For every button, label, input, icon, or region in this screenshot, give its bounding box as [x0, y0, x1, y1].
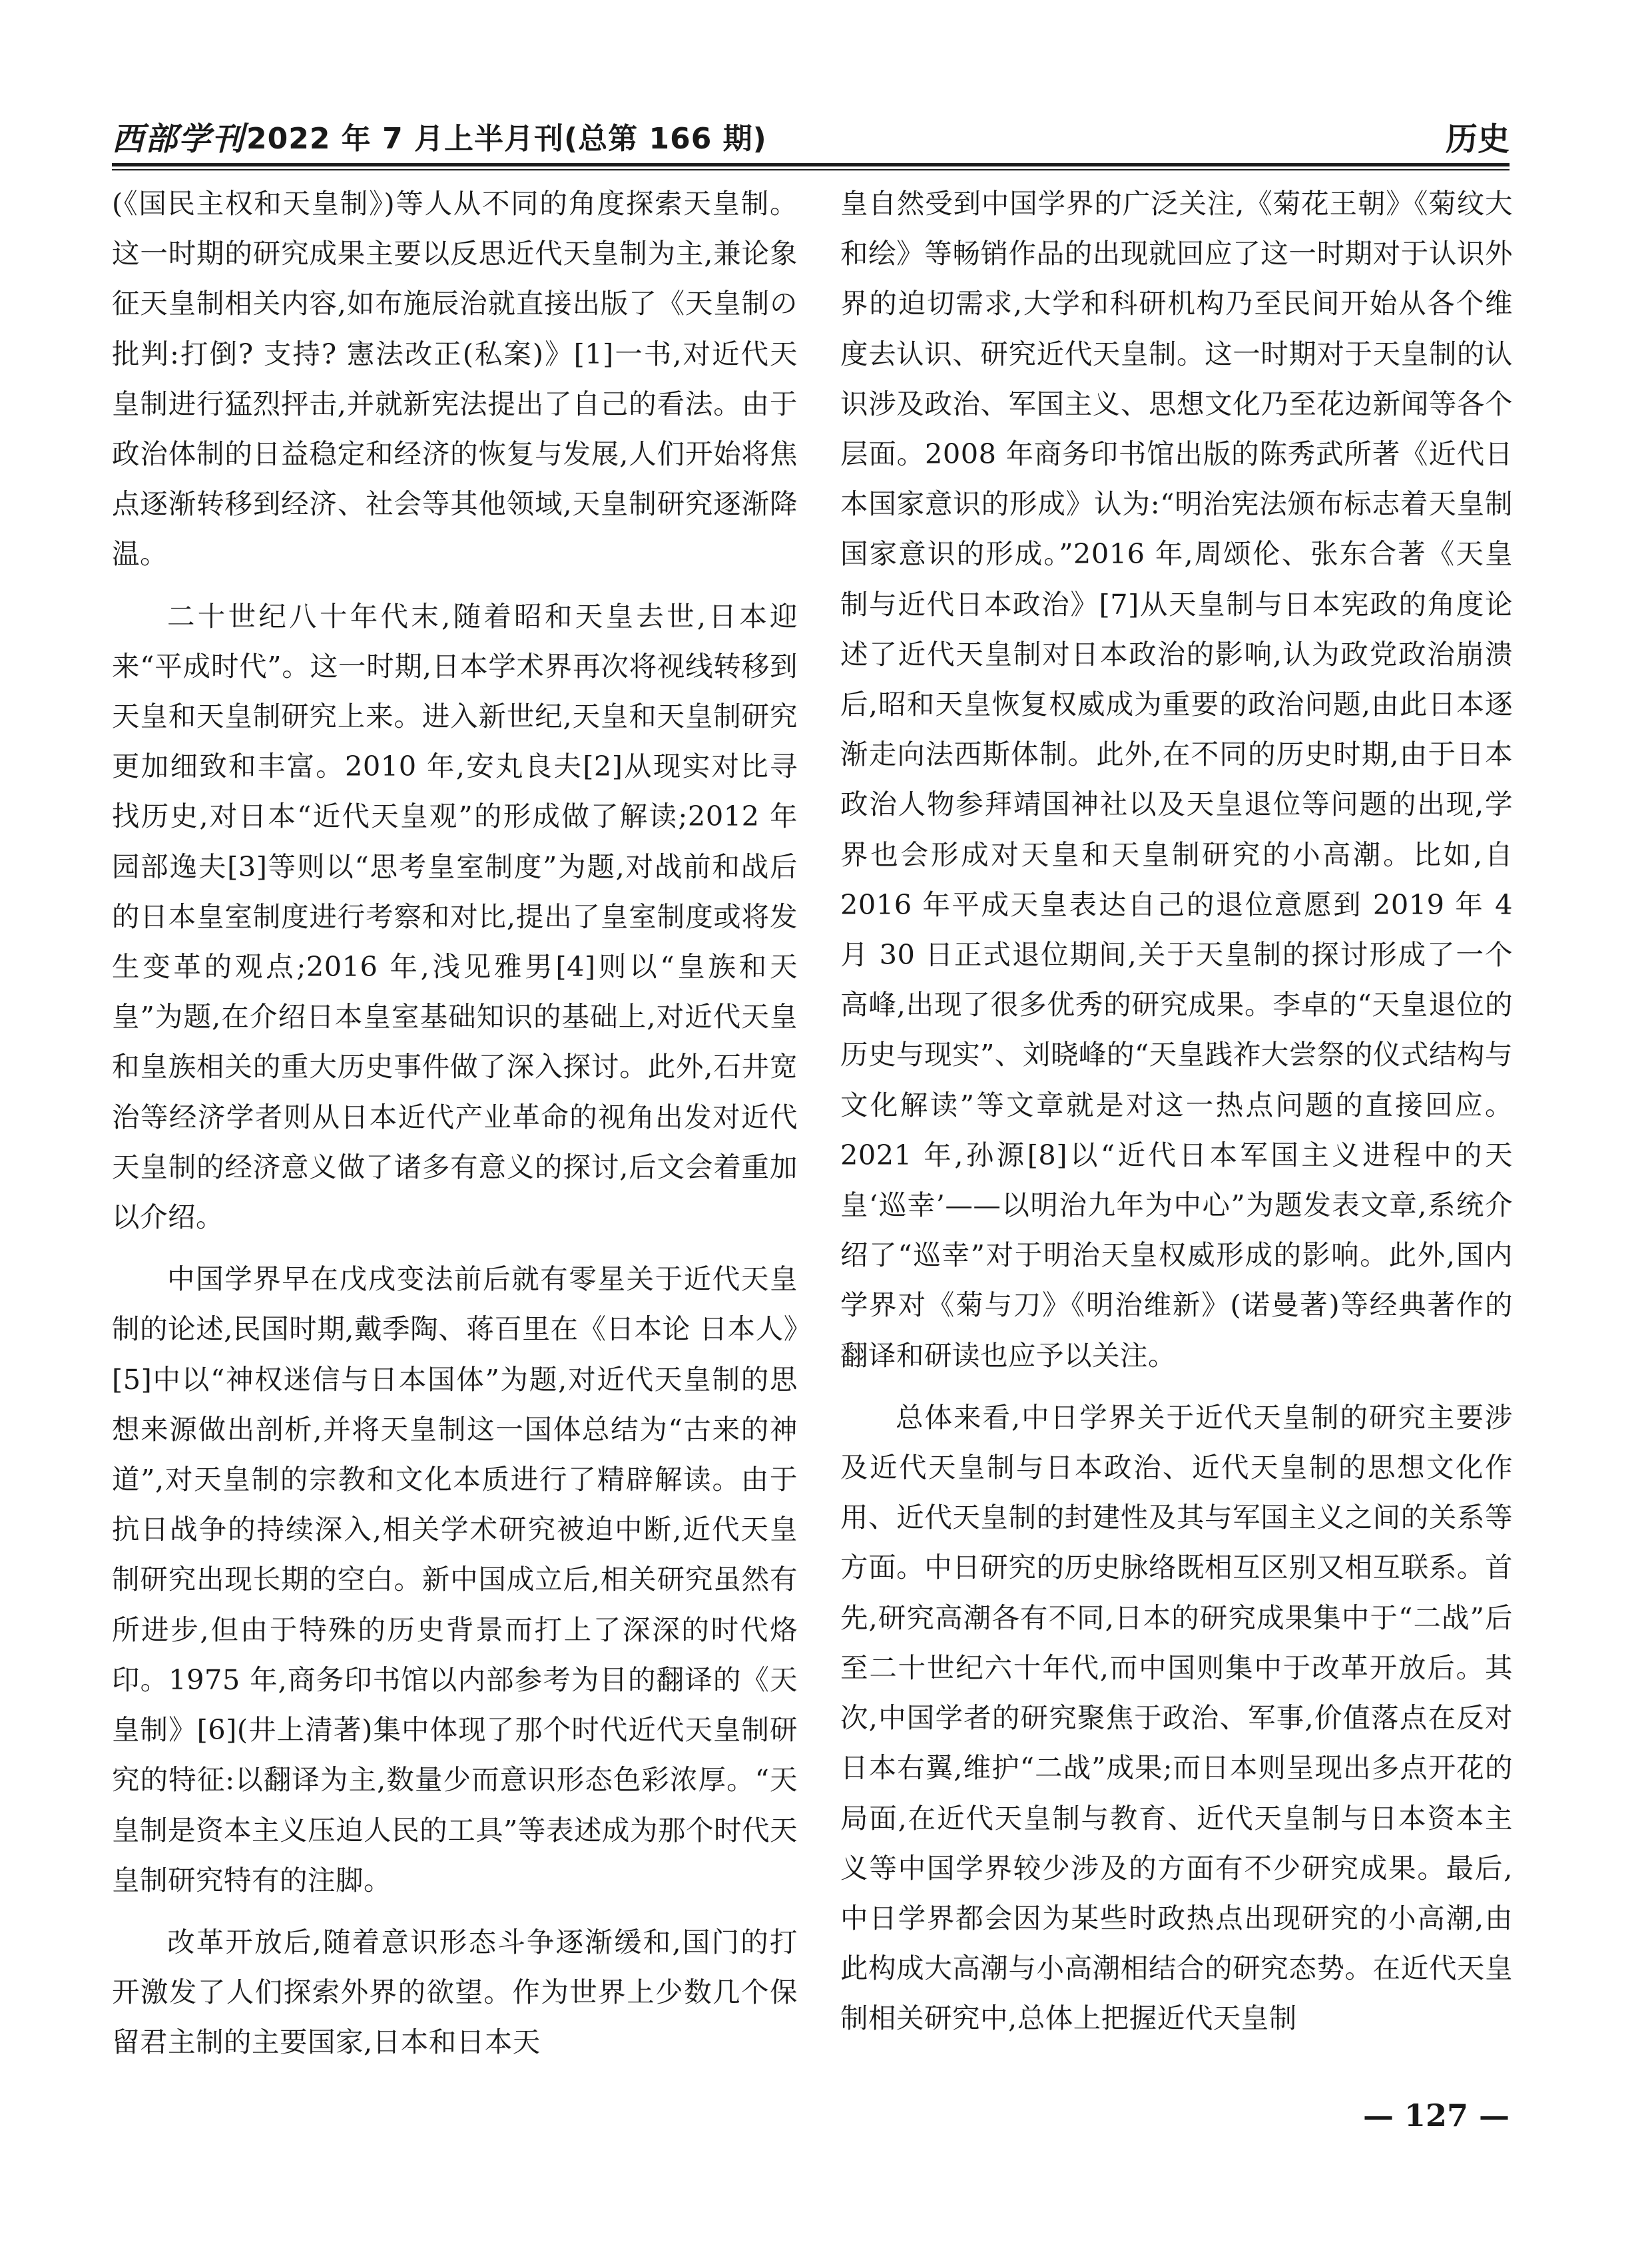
running-header: [112, 112, 1510, 158]
header-rule-thin: [112, 169, 1510, 170]
paragraph: 皇自然受到中国学界的广泛关注,《菊花王朝》《菊纹大和绘》等畅销作品的出现就回应了这一时期对于认识外界的迫切需求,大学和科研机构乃至民间开始从各个维度去认识、研究近代天皇制。这一时期对于天皇制的认识涉及政治、军国主义、思想文化乃至花边新闻等各个层面。2008 年商务印书馆出版的陈秀武所著《近代日本国家意识的形成》认为:“明治宪法颁布标志着天皇制国家意识的形成。”2016 年,周颂伦、张东合著《天皇制与近代日本政治》[7]从天皇制与日本宪政的角度论述了近代天皇制对日本政治的影响,认为政党政治崩溃后,昭和天皇恢复权威成为重要的政治问题,由此日本逐渐走向法西斯体制。此外,在不同的历史时期,由于日本政治人物参拜靖国神社以及天皇退位等问题的出现,学界也会形成对天皇和天皇制研究的小高潮。比如,自 2016 年平成天皇表达自己的退位意愿到 2019 年 4 月 30 日正式退位期间,关于天皇制的探讨形成了一个高峰,出现了很多优秀的研究成果。李卓的“天皇退位的历史与现实”、刘晓峰的“天皇践祚大尝祭的仪式结构与文化解读”等文章就是对这一热点问题的直接回应。2021 年,孙源[8]以“近代日本军国主义进程中的天皇‘巡幸’——以明治九年为中心”为题发表文章,系统介绍了“巡幸”对于明治天皇权威形成的影响。此外,国内学界对《菊与刀》《明治维新》(诺曼著)等经典著作的翻译和研读也应予以关注。: [840, 187, 1513, 1372]
paragraph: (《国民主权和天皇制》)等人从不同的角度探索天皇制。这一时期的研究成果主要以反思近代天皇制为主,兼论象征天皇制相关内容,如布施辰治就直接出版了《天皇制の批判:打倒? 支持? 憲法改正(私案)》[1]一书,对近代天皇制进行猛烈抨击,并就新宪法提出了自己的看法。由于政治体制的日益稳定和经济的恢复与发展,人们开始将焦点逐渐转移到经济、社会等其他领域,天皇制研究逐渐降温。: [112, 187, 798, 571]
paragraph: 二十世纪八十年代末,随着昭和天皇去世,日本迎来“平成时代”。这一时期,日本学术界再次将视线转移到天皇和天皇制研究上来。进入新世纪,天皇和天皇制研究更加细致和丰富。2010 年,安丸良夫[2]从现实对比寻找历史,对日本“近代天皇观”的形成做了解读;2012 年园部逸夫[3]等则以“思考皇室制度”为题,对战前和战后的日本皇室制度进行考察和对比,提出了皇室制度或将发生变革的观点;2016 年,浅见雅男[4]则以“皇族和天皇”为题,在介绍日本皇室基础知识的基础上,对近代天皇和皇族相关的重大历史事件做了深入探讨。此外,石井宽治等经济学者则从日本近代产业革命的视角出发对近代天皇制的经济意义做了诸多有意义的探讨,后文会着重加以介绍。: [112, 599, 798, 1234]
paragraph: 改革开放后,随着意识形态斗争逐渐缓和,国门的打开激发了人们探索外界的欲望。作为世界上少数几个保留君主制的主要国家,日本和日本天: [112, 1925, 798, 2059]
left-column: [112, 178, 798, 2129]
section-label: 历史: [1445, 121, 1510, 158]
journal-logo: 西部学刊: [112, 121, 246, 158]
header-rule-thick: [112, 163, 1510, 166]
right-column: [840, 178, 1513, 2129]
paragraph: 总体来看,中日学界关于近代天皇制的研究主要涉及近代天皇制与日本政治、近代天皇制的思想文化作用、近代天皇制的封建性及其与军国主义之间的关系等方面。中日研究的历史脉络既相互区别又相互联系。首先,研究高潮各有不同,日本的研究成果集中于“二战”后至二十世纪六十年代,而中国则集中于改革开放后。其次,中国学者的研究聚焦于政治、军事,价值落点在反对日本右翼,维护“二战”成果;而日本则呈现出多点开花的局面,在近代天皇制与教育、近代天皇制与日本资本主义等中国学界较少涉及的方面有不少研究成果。最后,中日学界都会因为某些时政热点出现研究的小高潮,由此构成大高潮与小高潮相结合的研究态势。在近代天皇制相关研究中,总体上把握近代天皇制: [840, 1400, 1513, 2035]
paragraph: 中国学界早在戊戌变法前后就有零星关于近代天皇制的论述,民国时期,戴季陶、蒋百里在《日本论 日本人》[5]中以“神权迷信与日本国体”为题,对近代天皇制的思想来源做出剖析,并将天皇制这一国体总结为“古来的神道”,对天皇制的宗教和文化本质进行了精辟解读。由于抗日战争的持续深入,相关学术研究被迫中断,近代天皇制研究出现长期的空白。新中国成立后,相关研究虽然有所进步,但由于特殊的历史背景而打上了深深的时代烙印。1975 年,商务印书馆以内部参考为目的翻译的《天皇制》[6](井上清著)集中体现了那个时代近代天皇制研究的特征:以翻译为主,数量少而意识形态色彩浓厚。“天皇制是资本主义压迫人民的工具”等表述成为那个时代天皇制研究特有的注脚。: [112, 1262, 798, 1896]
page-number: — 127 —: [1362, 2098, 1510, 2133]
journal-issue: 2022 年 7 月上半月刊(总第 166 期): [246, 122, 767, 156]
